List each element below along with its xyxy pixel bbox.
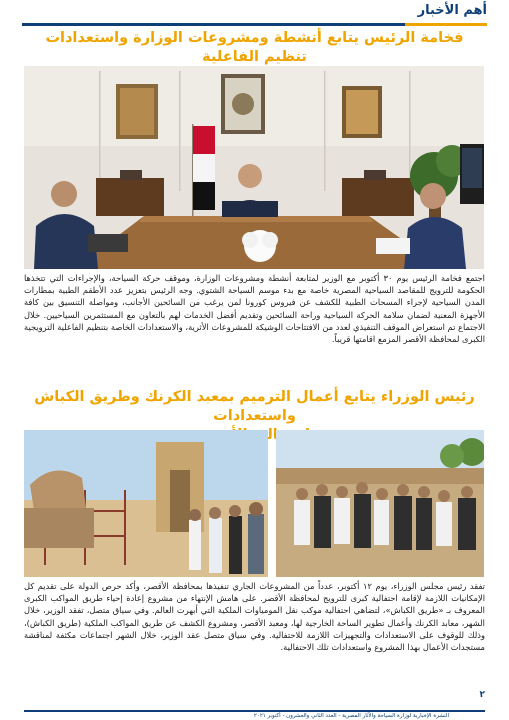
- article1-headline-line1: فخامة الرئيس يتابع أنشطة ومشروعات الوزارة واستعدادات تنظيم الفاعلية: [45, 30, 464, 65]
- section-header: [22, 3, 487, 25]
- article2-headline-line1: رئيس الوزراء يتابع أعمال الترميم بمعبد الكرنك وطريق الكباش واستعدادات: [34, 389, 475, 424]
- article2-body: تفقد رئيس مجلس الوزراء، يوم ١٢ أكتوبر، عدداً من المشروعات الجاري تنفيذها بمحافظة الأقصر، وأكد حرص الدولة على تقديم كل الإمكانيات اللازمة لإقامة احتفالية كبرى للترويج لمحافظة الأقصر. على هامش الإنتهاء من مشروع إعادة إحياء طريق المواكب الكبرى المعروف بـ «طريق الكباش»، لتضاهي احتفالية موكب نقل المومياوات الملكية التي أبهرت العالم. وفي سياق متصل، تفقد الوزير، خلال الشهر، معابد الكرنك وأعمال تطوير الساحة الخارجية لها، ومعبد الأقصر، ومشروع الكشف عن طريق المواكب الملكية (طريق الكباش)، وذلك للوقوف على الاستعدادات والتجهيزات اللازمة للاحتفالية. وفي سياق متصل عقد الوزير، خلال الشهر اجتماعات مكثفة لمناقشة مستجدات الأعمال بهذا المشروع واستعدادات تلك الاحتفالية.: [24, 581, 485, 653]
- section-title: أهم الأخبار: [417, 3, 487, 18]
- karnak-site-photo: [24, 430, 268, 577]
- footer-text: النشرة الإخبارية لوزارة السياحة والآثار المصرية - العدد الثاني والعشرون - أكتوبر ٢٠٢١: [253, 713, 449, 719]
- sphinx-avenue-photo: [276, 430, 484, 577]
- page-number: ٢: [479, 690, 485, 700]
- footer-rule: [24, 710, 485, 712]
- meeting-photo: [24, 66, 484, 269]
- article1-body: اجتمع فخامة الرئيس يوم ٣٠ أكتوبر مع الوزير لمتابعة أنشطة ومشروعات الوزارة، وموقف حركة السياحة، والإجراءات التي تتخذها الحكومة للترويج للمقاصد السياحية المصرية خاصة مع بدء موسم السياحة الشتوي. وجه الرئيس بتعزيز عدد الأطقم الطبية بمطارات المدن السياحية لإجراء المسحات الطبية للكشف عن فيروس كورونا لمن يرغب من السائحين الأجانب، ومواصلة التنسيق بين كافة الأجهزة المعنية لضمان سلامة الحركة السياحية وراحة السائحين وتقديم أفضل الخدمات لهم بالتعاون مع المستثمرين السياحيين. خلال الاجتماع تم استعراض الموقف التنفيذي لعدد من الافتتاحات الوشيكة للمشروعات الأثرية، والاستعدادات الخاصة بتنظيم الفاعلية الترويجية الكبرى لمحافظة الأقصر المزمع اقامتها قريباً.: [24, 273, 485, 345]
- footer: [0, 704, 509, 720]
- section-rule-accent: [405, 23, 487, 26]
